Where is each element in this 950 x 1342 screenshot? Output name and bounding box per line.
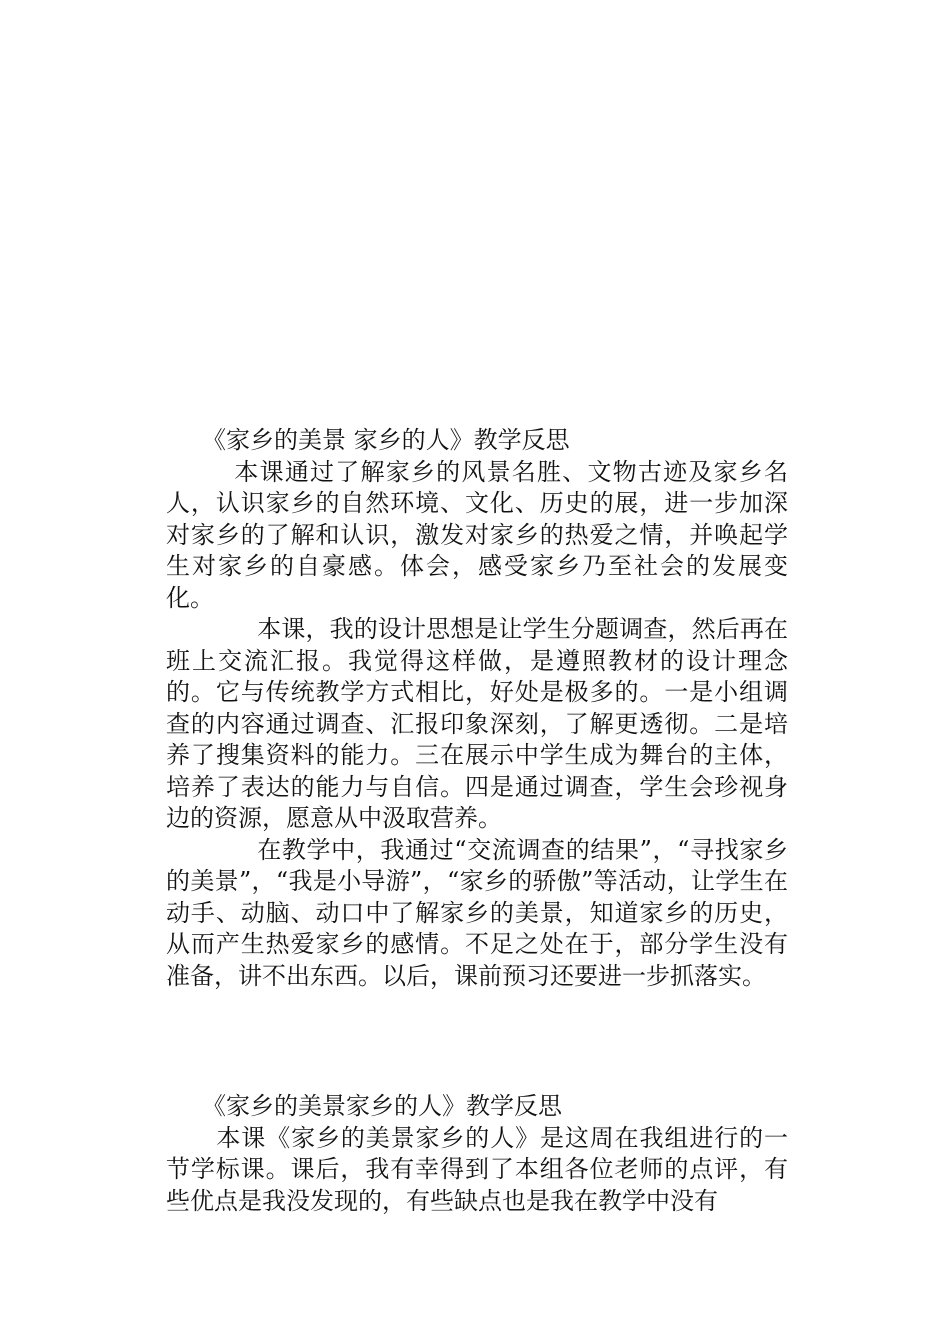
section-2-title: 《家乡的美景家乡的人》教学反思 [202, 1092, 562, 1120]
section-1-title: 《家乡的美景 家乡的人》教学反思 [202, 426, 570, 454]
reflection-section-2 [166, 1091, 788, 1217]
section-1-paragraph-2: 本课，我的设计思想是让学生分题调查，然后再在班上交流汇报。我觉得这样做，是遵照教材的设计理念的。它与传统教学方式相比，好处是极多的。一是小组调查的内容通过调查、汇报印象深刻，了解更透彻。二是培养了搜集资料的能力。三在展示中学生成为舞台的主体，培养了表达的能力与自信。四是通过调查，学生会珍视身边的资源，愿意从中汲取营养。 [166, 615, 788, 832]
reflection-section-1 [166, 425, 788, 992]
section-1-paragraph-3: 在教学中，我通过“交流调查的结果”，“寻找家乡的美景”，“我是小导游”，“家乡的骄傲”等活动，让学生在动手、动脑、动口中了解家乡的美景，知道家乡的历史，从而产生热爱家乡的感情。不足之处在于，部分学生没有准备，讲不出东西。以后，课前预习还要进一步抓落实。 [166, 835, 788, 990]
section-2-paragraph-1: 本课《家乡的美景家乡的人》是这周在我组进行的一节学标课。课后，我有幸得到了本组各位老师的点评，有些优点是我没发现的，有些缺点也是我在教学中没有 [166, 1123, 788, 1215]
section-1-paragraph-1: 本课通过了解家乡的风景名胜、文物古迹及家乡名人，认识家乡的自然环境、文化、历史的展，进一步加深对家乡的了解和认识，激发对家乡的热爱之情，并唤起学生对家乡的自豪感。体会，感受家乡乃至社会的发展变化。 [166, 457, 788, 612]
